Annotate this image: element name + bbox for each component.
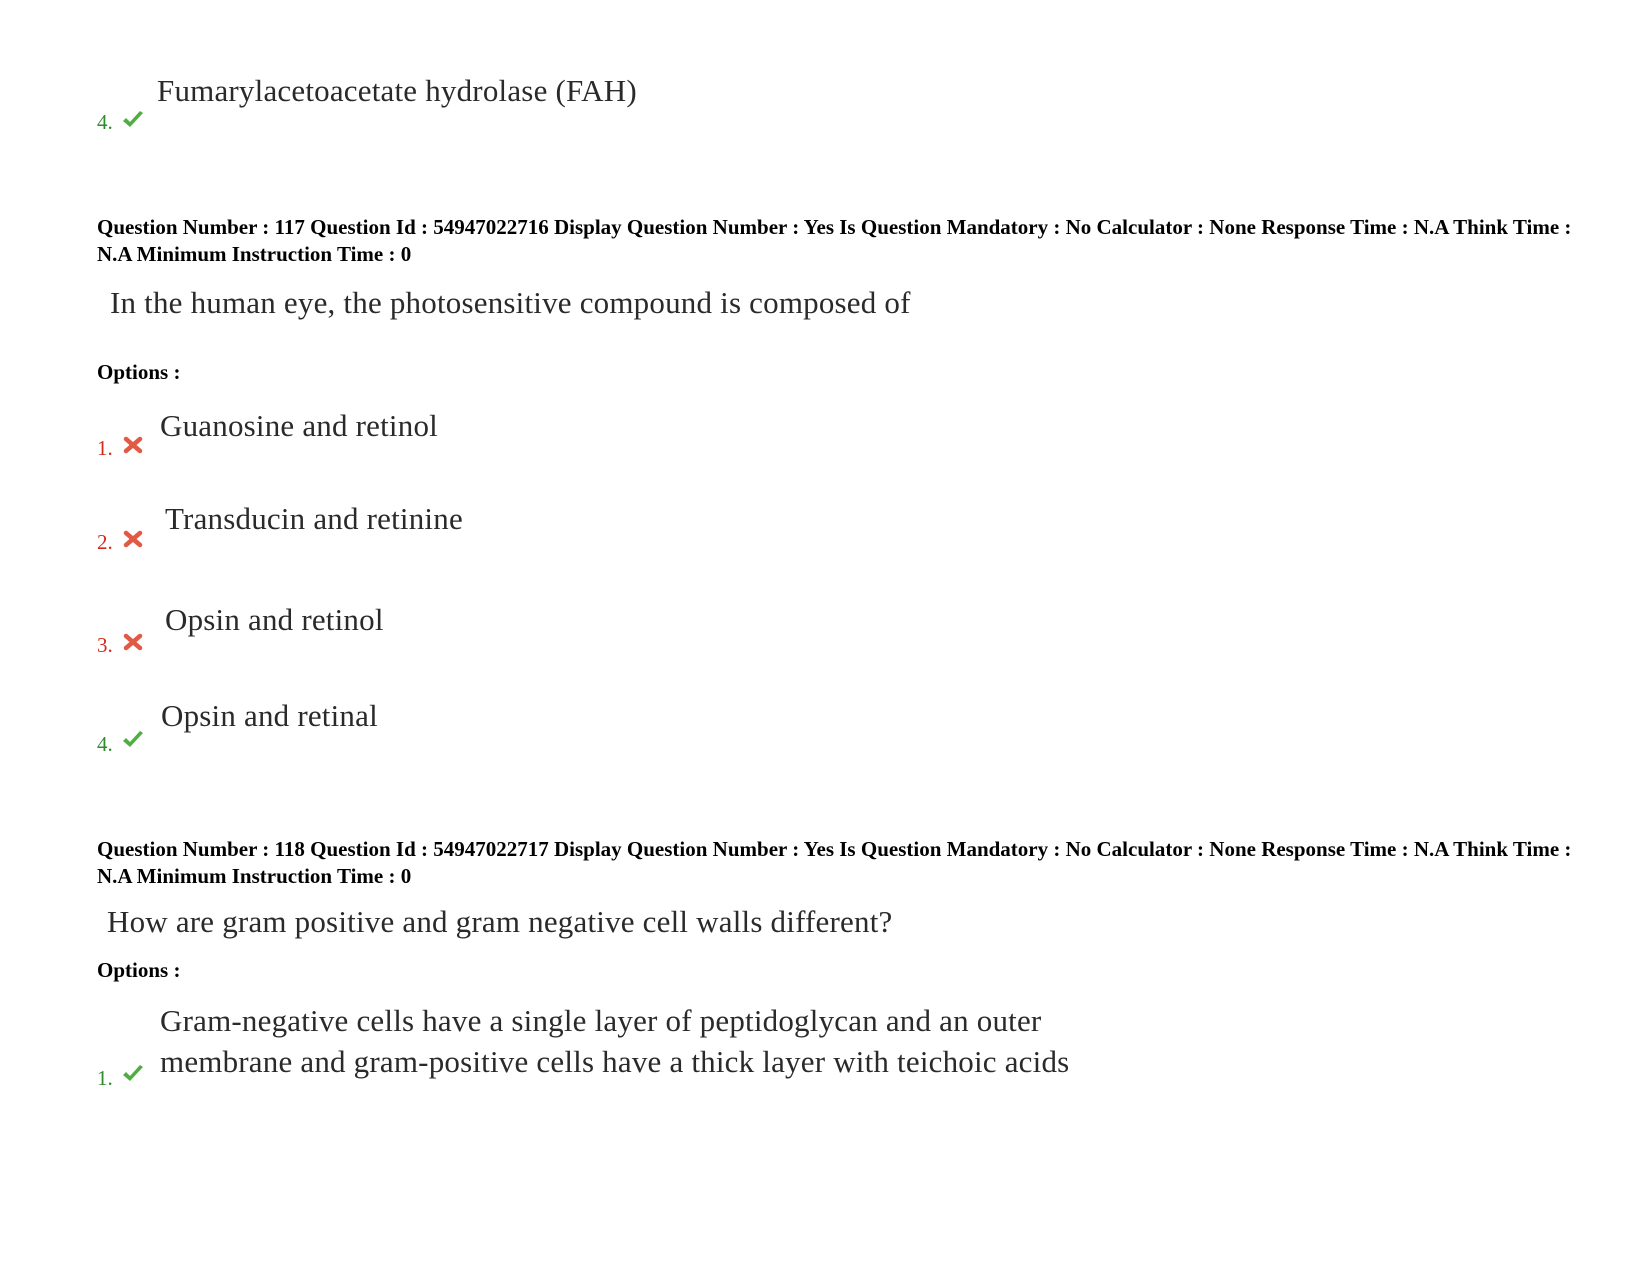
question-117-stem: In the human eye, the photosensitive compound is composed of [110,285,911,320]
q117-option-4-text: Opsin and retinal [161,698,378,733]
q118-option-1-text-line2: membrane and gram-positive cells have a thick layer with teichoic acids [160,1044,1070,1079]
q117-option-1-number: 1. [97,436,113,460]
question-117-options-label: Options : [97,360,181,384]
question-118-stem: How are gram positive and gram negative cell walls different? [107,904,893,939]
wrong-cross-icon [122,435,146,455]
correct-check-icon [121,1064,145,1084]
q118-option-1-text-line1: Gram-negative cells have a single layer of peptidoglycan and an outer [160,1003,1042,1038]
prev-option-4-text: Fumarylacetoacetate hydrolase (FAH) [157,73,637,108]
question-118-meta: Question Number : 118 Question Id : 54947022717 Display Question Number : Yes Is Question Mandatory : No Calculator : None Response Time : N.A Think Time : N.A Minimum Instruction Time : 0 [97,837,1572,888]
q117-option-2-number: 2. [97,530,113,554]
wrong-cross-icon [122,632,146,652]
q117-option-2-text: Transducin and retinine [165,501,463,536]
q118-option-1-number: 1. [97,1066,113,1090]
q117-option-3-number: 3. [97,633,113,657]
question-118-options-label: Options : [97,958,181,982]
prev-option-4-number: 4. [97,110,113,134]
wrong-cross-icon [122,529,146,549]
correct-check-icon [121,730,145,750]
q117-option-4-number: 4. [97,732,113,756]
correct-check-icon [121,110,145,130]
q117-option-1-text: Guanosine and retinol [160,408,438,443]
question-117-meta: Question Number : 117 Question Id : 54947022716 Display Question Number : Yes Is Question Mandatory : No Calculator : None Response Time : N.A Think Time : N.A Minimum Instruction Time : 0 [97,215,1572,266]
q117-option-3-text: Opsin and retinol [165,602,384,637]
